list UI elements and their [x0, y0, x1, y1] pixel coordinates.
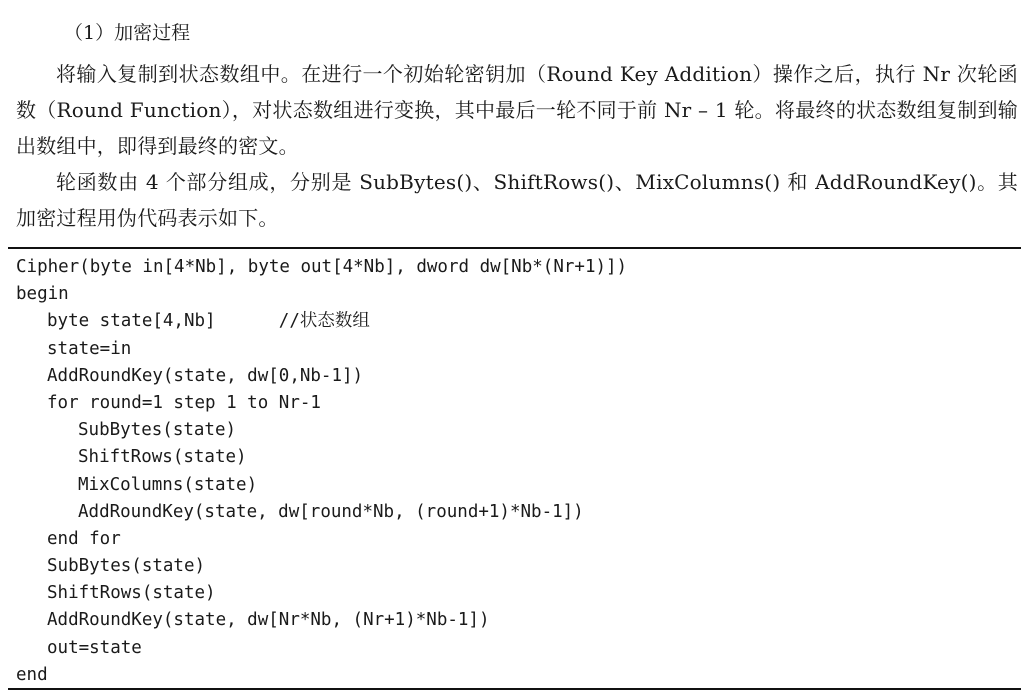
code-line: AddRoundKey(state, dw[0,Nb-1]) [47, 365, 364, 386]
code-line: out=state [47, 637, 142, 658]
code-line: SubBytes(state) [47, 556, 206, 577]
code-line: end [16, 664, 48, 685]
code-line: MixColumns(state) [78, 474, 258, 495]
code-line: begin [16, 284, 69, 305]
code-top-rule [8, 247, 1021, 249]
paragraph-round-function: 轮函数由 4 个部分组成，分别是 SubBytes()、ShiftRows()、MixColumns() 和 AddRoundKey()。其加密过程用伪代码表示如下。 [16, 170, 1018, 230]
code-line: for round=1 step 1 to Nr-1 [47, 392, 321, 413]
code-line: AddRoundKey(state, dw[round*Nb, (round+1)*Nb-1]) [78, 501, 584, 522]
section-heading: （1）加密过程 [64, 22, 191, 44]
code-line: ShiftRows(state) [78, 447, 247, 468]
code-line: ShiftRows(state) [47, 583, 216, 604]
code-line: AddRoundKey(state, dw[Nr*Nb, (Nr+1)*Nb-1]) [47, 610, 490, 631]
paragraph-encryption-overview: 将输入复制到状态数组中。在进行一个初始轮密钥加（Round Key Addition）操作之后，执行 Nr 次轮函数（Round Function），对状态数组进行变换，其中最后一轮不同于前 Nr – 1 轮。将最终的状态数组复制到输出数组中，即得到最终的密文。 [16, 62, 1018, 158]
code-line: state=in [47, 338, 132, 359]
code-line: SubBytes(state) [78, 420, 237, 441]
code-line: byte state[4,Nb] //状态数组 [47, 311, 370, 332]
code-line: end for [47, 528, 121, 549]
code-line: Cipher(byte in[4*Nb], byte out[4*Nb], dword dw[Nb*(Nr+1)]) [16, 257, 628, 277]
pseudocode-block [16, 254, 627, 689]
code-bottom-rule [8, 688, 1021, 690]
